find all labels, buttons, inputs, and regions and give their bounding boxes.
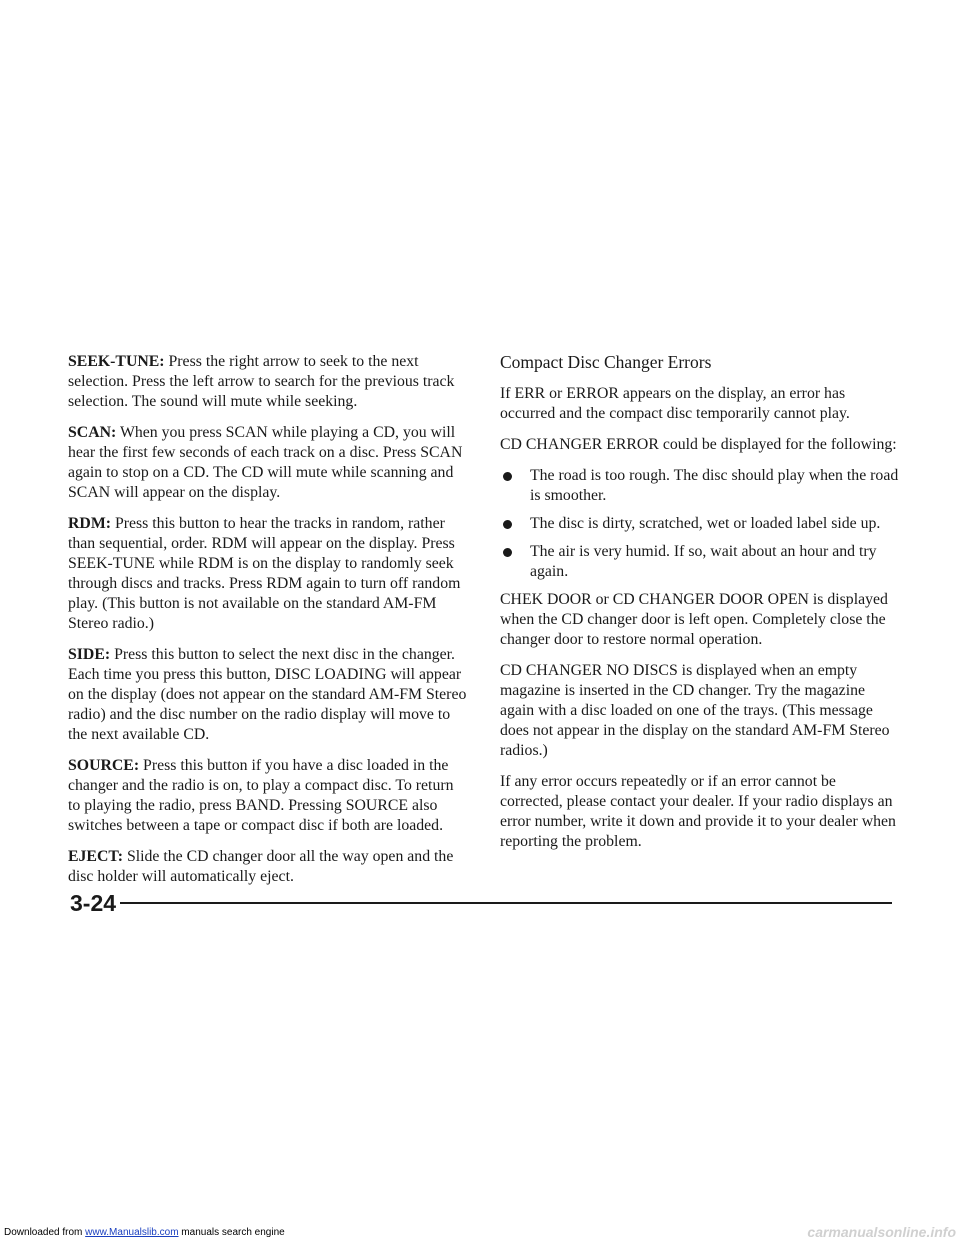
download-notice: [4, 1227, 285, 1238]
no-discs-paragraph: CD CHANGER NO DISCS is displayed when an empty magazine is inserted in the CD changer. Try the magazine again with a disc loaded on one of the trays. (This message does not appear in the display on the standard AM-FM Stereo radios.): [500, 662, 890, 759]
bullet-icon: [503, 520, 512, 529]
section-heading: Compact Disc Changer Errors: [500, 352, 712, 372]
term-source: SOURCE:: [68, 757, 140, 774]
term-rdm: RDM:: [68, 515, 111, 532]
side-paragraph: [68, 645, 468, 745]
error-intro-paragraph: If ERR or ERROR appears on the display, an error has occurred and the compact disc temporarily cannot play.: [500, 385, 850, 422]
manualslib-link[interactable]: www.Manualslib.com: [85, 1227, 179, 1238]
term-seek-tune: SEEK-TUNE:: [68, 353, 165, 370]
footer-rule: [120, 902, 892, 904]
rdm-text: Press this button to hear the tracks in random, rather than sequential, order. RDM will appear on the display. Press SEEK-TUNE while RDM is on the display to randomly seek through discs and tracks. Press RDM again to turn off random play. (This button is not available on the standard AM-FM Stereo radio.): [68, 515, 461, 632]
left-column: [68, 352, 468, 898]
right-column: [500, 352, 900, 863]
scan-paragraph: [68, 423, 468, 503]
download-footer: [0, 1224, 960, 1242]
source-paragraph: [68, 756, 468, 836]
side-text: Press this button to select the next disc in the changer. Each time you press this button, DISC LOADING will appear on the display (does not appear on the standard AM-FM Stereo radio) and the disc number on the radio display will move to the next available CD.: [68, 646, 467, 743]
repeat-error-paragraph: If any error occurs repeatedly or if an error cannot be corrected, please contact your dealer. If your radio displays an error number, write it down and provide it to your dealer when reporting the problem.: [500, 773, 896, 850]
rdm-paragraph: [68, 514, 468, 634]
term-eject: EJECT:: [68, 848, 124, 865]
list-item-text: The air is very humid. If so, wait about an hour and try again.: [530, 543, 877, 580]
seek-tune-paragraph: [68, 352, 468, 412]
seek-tune-text: Press the right arrow to seek to the next selection. Press the left arrow to search for the previous track selection. The sound will mute while seeking.: [68, 353, 455, 410]
list-item: [500, 466, 900, 506]
eject-paragraph: [68, 847, 468, 887]
page-number: 3-24: [70, 890, 117, 916]
scan-text: When you press SCAN while playing a CD, you will hear the first few seconds of each track on a disc. Press SCAN again to stop on a CD. The CD will mute while scanning and SCAN will appear on the display.: [68, 424, 463, 501]
bullet-icon: [503, 472, 512, 481]
watermark: carmanualsonline.info: [807, 1224, 956, 1240]
term-side: SIDE:: [68, 646, 111, 663]
list-item: [500, 542, 900, 582]
term-scan: SCAN:: [68, 424, 117, 441]
eject-text: Slide the CD changer door all the way open and the disc holder will automatically eject.: [68, 848, 454, 885]
error-cause-list: [500, 466, 900, 582]
bullet-icon: [503, 548, 512, 557]
source-text: Press this button if you have a disc loaded in the changer and the radio is on, to play a compact disc. To return to playing the radio, press BAND. Pressing SOURCE also switches between a tape or compact disc if both are loaded.: [68, 757, 454, 834]
download-suffix: manuals search engine: [178, 1227, 285, 1238]
list-intro-paragraph: CD CHANGER ERROR could be displayed for the following:: [500, 436, 897, 453]
list-item-text: The road is too rough. The disc should play when the road is smoother.: [530, 467, 899, 504]
list-item-text: The disc is dirty, scratched, wet or loaded label side up.: [530, 515, 881, 532]
list-item: [500, 514, 900, 534]
download-prefix: Downloaded from: [4, 1227, 86, 1238]
door-open-paragraph: CHEK DOOR or CD CHANGER DOOR OPEN is displayed when the CD changer door is left open. Completely close the changer door to restore normal operation.: [500, 591, 888, 648]
